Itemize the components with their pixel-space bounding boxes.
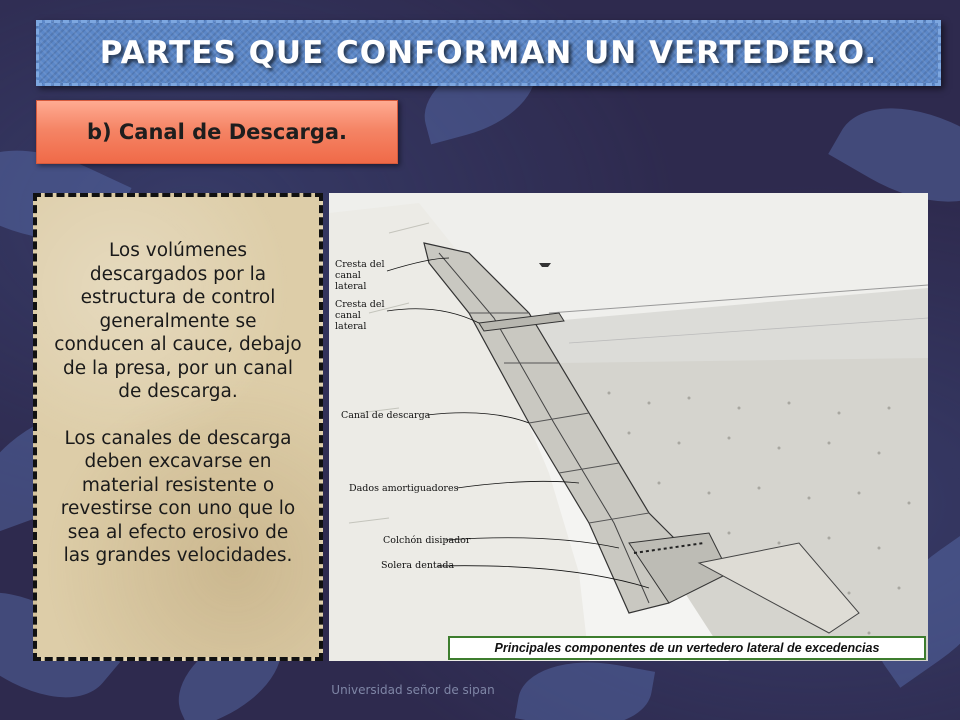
subtitle-box bbox=[36, 100, 398, 164]
label-colchon-disipador: Colchón disipador bbox=[383, 535, 471, 546]
label-cresta-2: Cresta del canal lateral bbox=[335, 299, 385, 332]
footer-text: Universidad señor de sipan bbox=[331, 683, 495, 697]
description-text-box bbox=[33, 193, 323, 661]
title-banner bbox=[36, 20, 941, 86]
label-solera-dentada: Solera dentada bbox=[381, 560, 455, 571]
label-dados-amortiguadores: Dados amortiguadores bbox=[349, 483, 459, 494]
label-cresta-1: Cresta del canal lateral bbox=[335, 259, 385, 292]
spillway-illustration bbox=[329, 193, 928, 661]
label-canal-descarga: Canal de descarga bbox=[341, 410, 431, 421]
figure-caption: Principales componentes de un vertedero lateral de excedencias bbox=[448, 636, 926, 660]
slide-subtitle: b) Canal de Descarga. bbox=[86, 120, 348, 144]
spillway-drawing bbox=[329, 193, 928, 661]
description-paragraph-2: Los canales de descarga deben excavarse en material resistente o revestirse con uno que lo sea al efecto erosivo de las grandes velocidades. bbox=[60, 427, 296, 566]
slide-title: PARTES QUE CONFORMAN UN VERTEDERO. bbox=[99, 35, 878, 71]
description-paragraph-1: Los volúmenes descargados por la estructura de control generalmente se conducen al cauce, debajo de la presa, por un canal de descarga. bbox=[54, 240, 302, 402]
